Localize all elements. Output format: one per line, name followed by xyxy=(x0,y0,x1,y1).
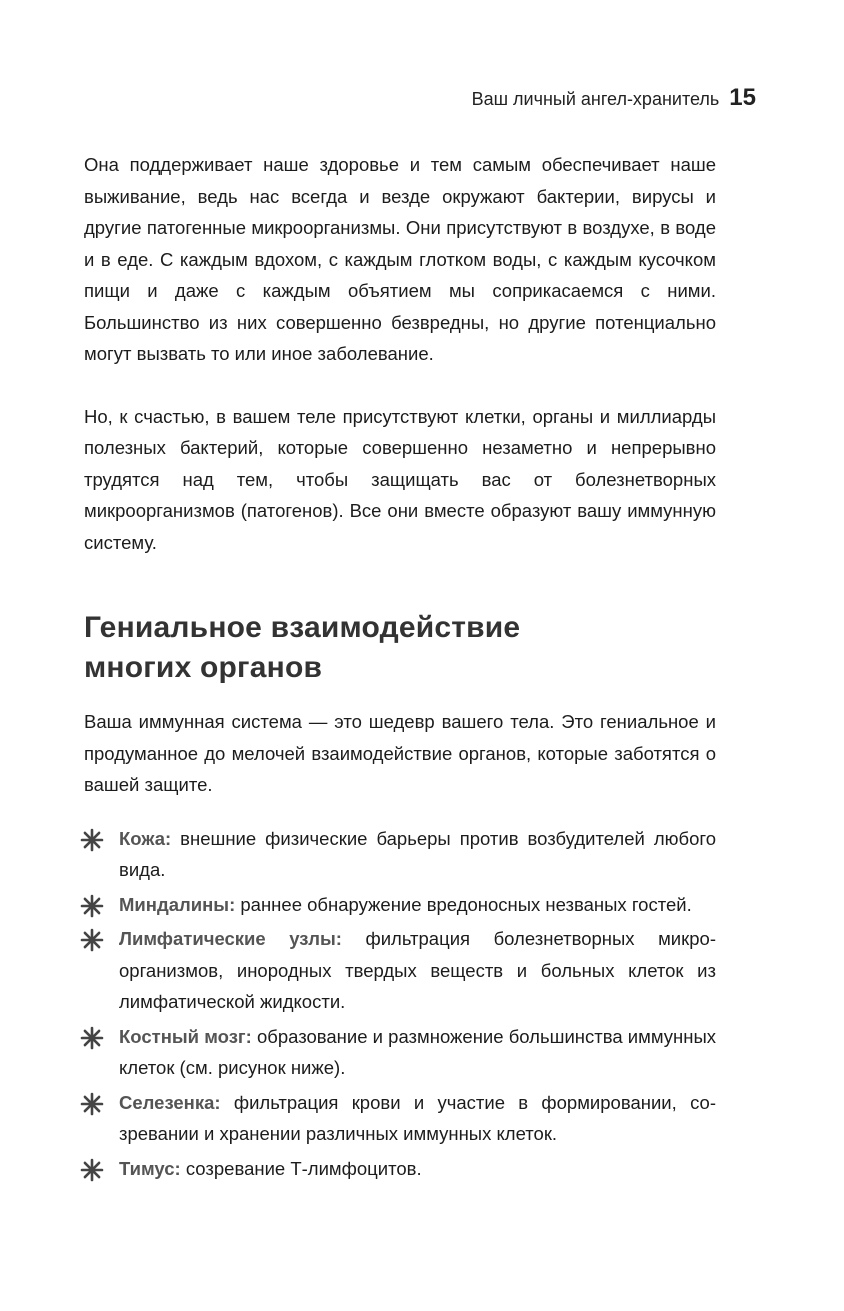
list-item xyxy=(84,823,716,886)
list-item-text: фильтрация крови и участие в формировании, созревании и хранении различных иммунных клеток. xyxy=(119,1091,716,1144)
section-title xyxy=(84,608,716,688)
asterisk-star-icon xyxy=(80,928,104,952)
section-title-line-1: Гениальное взаимодействие xyxy=(84,611,521,644)
list-item-text: внешние физические барьеры против возбудителей любого вида. xyxy=(119,827,717,880)
list-item xyxy=(84,1087,716,1150)
section-title-line-2: многих органов xyxy=(84,651,323,684)
asterisk-star-icon xyxy=(80,828,104,852)
list-item-term: Лимфатические узлы: xyxy=(119,928,342,949)
list-item-term: Миндалины: xyxy=(119,893,236,915)
page-number: 15 xyxy=(729,84,756,111)
asterisk-star-icon xyxy=(80,1092,104,1116)
list-item-text: фильтрация болезнетворных микроорганизмов, инородных твердых веществ и больных клеток из лимфатической жидкости. xyxy=(119,928,716,1012)
organ-list xyxy=(84,823,716,1185)
list-item xyxy=(84,923,716,1018)
asterisk-star-icon xyxy=(80,1158,104,1182)
paragraph-1: Она поддерживает наше здоровье и тем самым обеспечивает наше выживание, ведь нас всегда и везде окружают бактерии, вирусы и другие патогенные микроорганизмы. Они присутствуют в воздухе, в воде и в еде. С каждым вдохом, с каждым глотком воды, с каждым кусочком пищи и даже с каждым объятием мы соприкасаемся с ними. Большинство из них совершенно безвредны, но другие потенциально могут вызвать то или иное заболевание. xyxy=(84,154,716,364)
list-item-text: раннее обнаружение вредоносных незваных гостей. xyxy=(240,893,692,915)
page-body xyxy=(84,149,716,1187)
list-item-text: образование и размножение большинства иммунных клеток (см. рисунок ниже). xyxy=(119,1025,716,1078)
list-item xyxy=(84,1021,716,1084)
running-head xyxy=(472,84,756,112)
section-intro: Ваша иммунная система — это шедевр вашего тела. Это гениальное и продуманное до мелочей взаимодействие органов, которые заботятся о вашей защите. xyxy=(84,711,716,795)
list-item-text: созревание Т-лимфоцитов. xyxy=(185,1157,422,1179)
paragraph-2: Но, к счастью, в вашем теле присутствуют клетки, органы и миллиарды полезных бактерий, которые совершенно незаметно и непрерывно трудятся над тем, чтобы защищать вас от болезнетворных микроорганизмов (патогенов). Все они вместе образуют вашу иммунную систему. xyxy=(84,405,716,553)
asterisk-star-icon xyxy=(80,1026,104,1050)
list-item-term: Селезенка: xyxy=(119,1091,221,1113)
list-item xyxy=(84,1153,716,1185)
asterisk-star-icon xyxy=(80,894,104,918)
list-item xyxy=(84,889,716,921)
running-title: Ваш личный ангел-хранитель xyxy=(471,89,720,109)
list-item-term: Тимус: xyxy=(119,1157,181,1179)
list-item-term: Костный мозг: xyxy=(119,1025,252,1047)
list-item-term: Кожа: xyxy=(119,827,172,849)
